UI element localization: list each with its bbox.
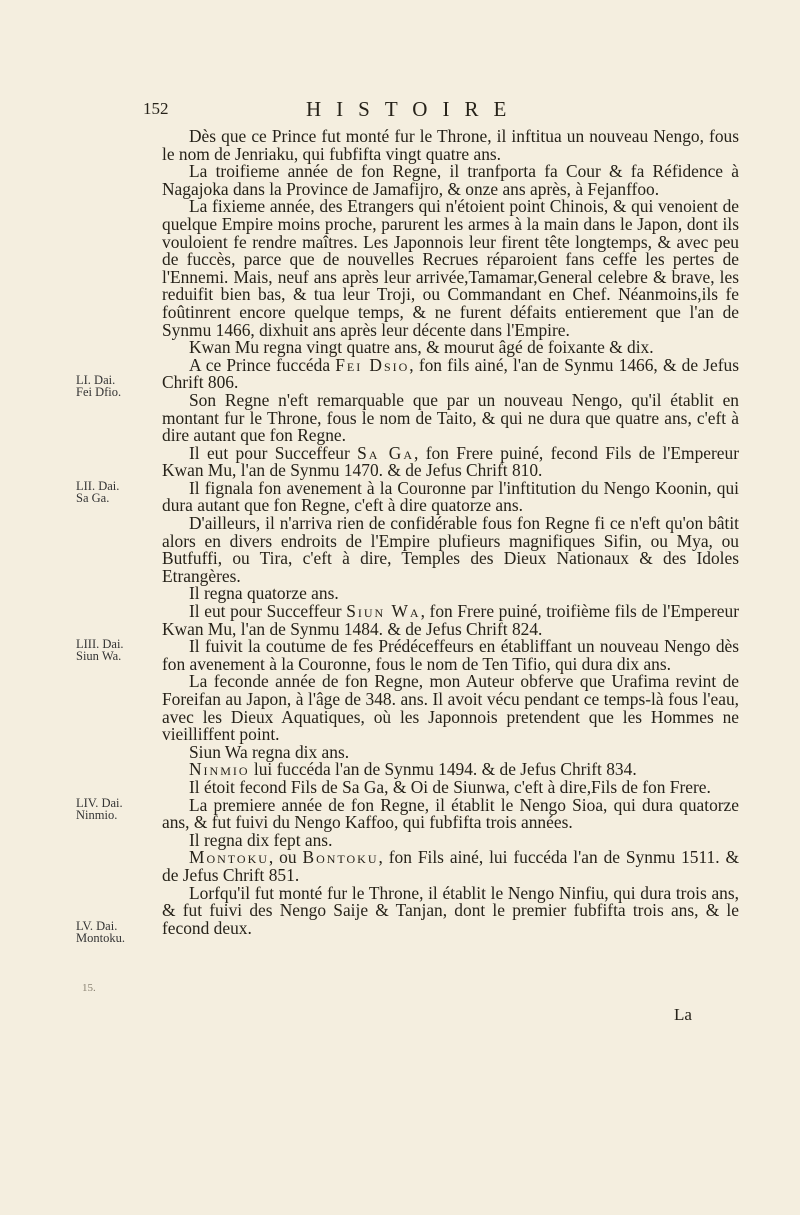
emperor-name: Ninmio: [189, 759, 250, 780]
margin-note-line: LIII. Dai.: [76, 637, 124, 651]
paragraph: [162, 849, 739, 884]
text-run: Il eut pour Succeffeur: [189, 442, 358, 463]
margin-note-line: Siun Wa.: [76, 649, 122, 663]
emperor-name: Montoku: [189, 847, 269, 868]
paragraph: Dès que ce Prince fut monté fur le Throne, il inftitua un nouveau Nengo, fous le nom de Jenriaku, qui fubfifta vingt quatre ans.: [162, 126, 739, 164]
margin-note: [76, 797, 158, 821]
margin-note-line: LI. Dai.: [76, 373, 116, 387]
emperor-name: Sa Ga: [357, 442, 415, 463]
text-run: , fon Frere puiné, fecond Fils de l'Empereur Kwan Mu, l'an de Synmu 1470. & de Jefus Chrift 810.: [162, 442, 739, 481]
page-number: 152: [143, 99, 169, 118]
paragraph: Lorfqu'il fut monté fur le Throne, il établit le Nengo Ninfiu, qui dura trois ans, & fut fuivi des Nengo Saije & Tanjan, dont le premier fubfifta trois ans, & le fecond deux.: [162, 882, 739, 938]
running-title: HISTOIRE: [306, 97, 522, 121]
margin-note-line: Montoku.: [76, 931, 125, 945]
emperor-name: Fei Dsio: [335, 354, 410, 375]
text-run: , fon fils ainé, l'an de Synmu 1466, & de Jefus Chrift 806.: [162, 354, 739, 393]
text-run: , fon Fils ainé, lui fuccéda l'an de Synmu 1511. & de Jefus Chrift 851.: [162, 847, 739, 885]
paragraph: Il fuivit la coutume de fes Prédéceffeurs en établiffant un nouveau Nengo dès fon avenement à la Couronne, fous le nom de Ten Tifio, qui dura dix ans.: [162, 636, 739, 674]
paragraph: Il regna quatorze ans.: [189, 583, 339, 604]
paragraph: La premiere année de fon Regne, il établit le Nengo Sioa, qui dura quatorze ans, & fut fuivi du Nengo Kaffoo, qui fubfifta trois années.: [162, 794, 739, 833]
paragraph: Il regna dix fept ans.: [189, 829, 333, 850]
text-run: , fon Frere puiné, troifième fils de l'Empereur Kwan Mu, l'an de Synmu 1484. & de Jefus Chrift 824.: [162, 601, 739, 639]
paragraph: La feconde année de fon Regne, mon Auteur obferve que Urafima revint de Foreifan au Japon, à l'âge de 348. ans. Il avoit vécu pendant ce temps-là fous l'eau, avec les Dieux Aquatiques, où les Japonnois pretendent que les Hommes ne vieilliffent point.: [162, 671, 739, 745]
margin-note: [76, 920, 158, 944]
margin-note-line: LIV. Dai.: [76, 796, 123, 810]
paragraph: [162, 354, 739, 393]
text-run: , ou: [268, 847, 303, 868]
catchword: La: [674, 1005, 692, 1024]
paragraph: D'ailleurs, il n'arriva rien de confidérable fous fon Regne fi ce n'eft qu'on bâtit alors en divers endroits de l'Empire plufieurs magnifiques Sifin, ou Mya, ou Butfuffi, ou Tira, c'eft à dire, Temples des Dieux Nationaux & des Idoles Etrangères.: [162, 513, 739, 586]
paragraph: Il étoit fecond Fils de Sa Ga, & Oi de Siunwa, c'eft à dire,Fils de fon Frere.: [189, 776, 711, 797]
text-run: lui fuccéda l'an de Synmu 1494. & de Jefus Chrift 834.: [249, 759, 637, 780]
margin-note-line: Ninmio.: [76, 808, 118, 822]
emperor-name: Bontoku: [302, 847, 379, 868]
paragraph: [162, 442, 739, 481]
margin-note-line: LV. Dai.: [76, 919, 118, 933]
text-run: Il eut pour Succeffeur: [189, 601, 347, 622]
paragraph: La troifieme année de fon Regne, il tranfporta fa Cour & fa Réfidence à Nagajoka dans la Province de Jamafijro, & onze ans après, à Fejanffoo.: [162, 161, 739, 199]
paragraph: Siun Wa regna dix ans.: [189, 741, 350, 762]
emperor-name: Siun Wa: [346, 601, 421, 622]
main-text: [162, 128, 739, 937]
margin-note: [76, 638, 158, 662]
running-header: [143, 97, 743, 123]
margin-note-line: LII. Dai.: [76, 479, 120, 493]
paragraph: Kwan Mu regna vingt quatre ans, & mourut âgé de foixante & dix.: [189, 337, 654, 358]
paragraph: Il fignala fon avenement à la Couronne par l'inftitution du Nengo Koonin, qui dura autant que fon Regne, c'eft à dire quatorze ans.: [162, 477, 739, 516]
paragraph: [162, 603, 739, 638]
paragraph: Son Regne n'eft remarquable que par un nouveau Nengo, qu'il établit en montant fur le Throne, fous le nom de Taito, & qui ne dura que quatre ans, c'eft à dire autant que fon Regne.: [162, 389, 739, 446]
margin-note-line: Fei Dfio.: [76, 385, 122, 399]
stray-mark: 15.: [82, 982, 96, 994]
margin-note: [76, 374, 158, 398]
paragraph: La fixieme année, des Etrangers qui n'étoient point Chinois, & qui venoient de quelque Empire moins proche, parurent les armes à la main dans le Japon, dont ils vouloient fe rendre maîtres. Les Japonnois leur firent tête longtemps, & avec peu de fuccès, parce que de nouvelles Recrues réparoient fans ceffe les pertes de l'Ennemi. Mais, neuf ans après leur arrivée,Tamamar,General celebre & brave, les reduifit bien bas, & tua leur Troji, ou Commandant en Chef. Néanmoins,ils fe foûtinrent encore quelque temps, & ne furent défaits entierement que l'an de Synmu 1466, dixhuit ans après leur décente dans l'Empire.: [162, 196, 739, 340]
margin-note: [76, 480, 158, 504]
margin-note-line: Sa Ga.: [76, 491, 110, 505]
text-run: A ce Prince fuccéda: [189, 354, 336, 375]
